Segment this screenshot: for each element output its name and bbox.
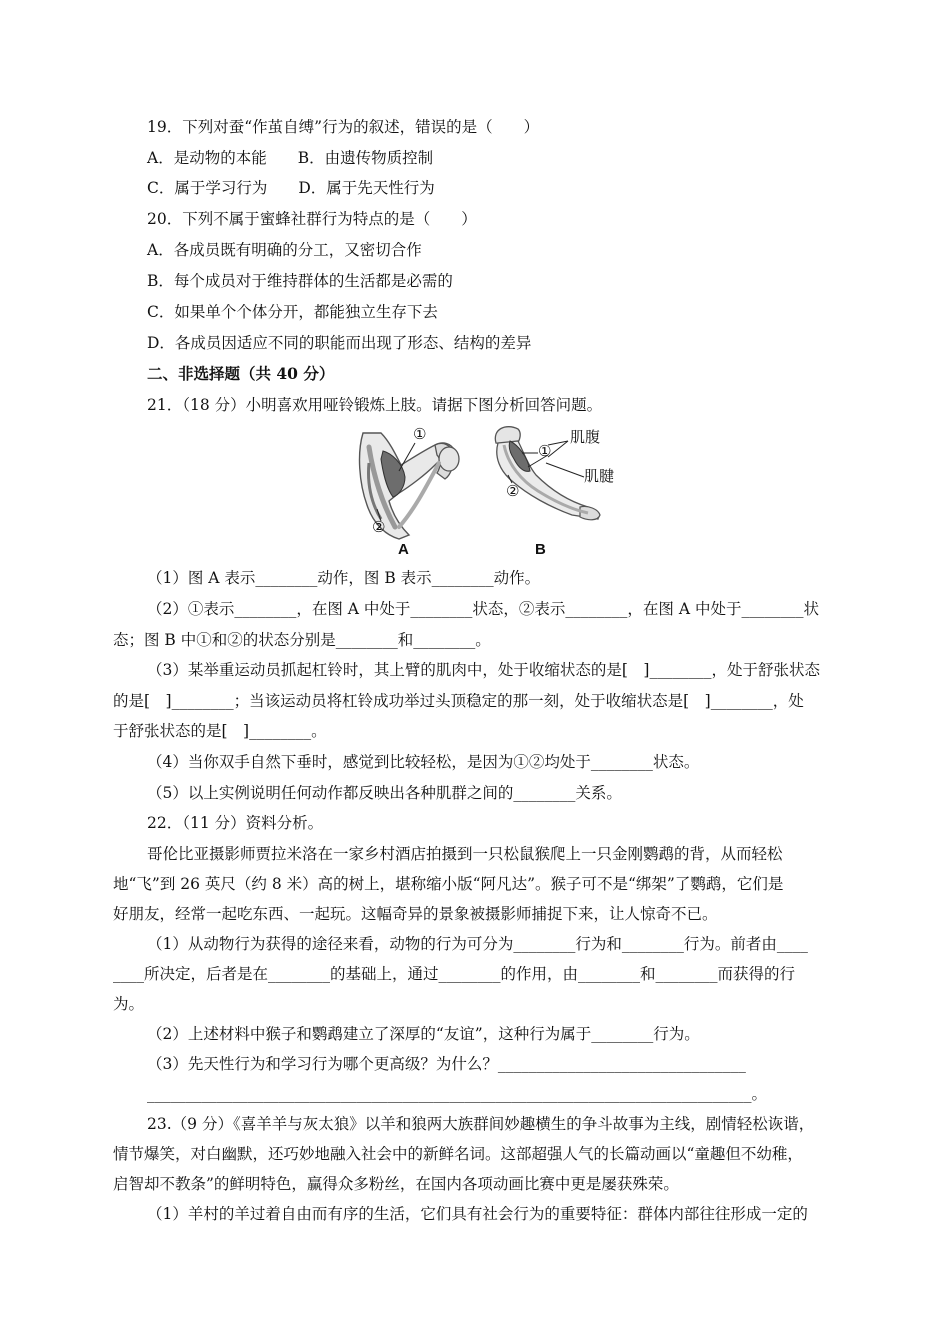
fig-a-label-1: ①: [413, 425, 427, 443]
fig-caption-b: B: [535, 541, 546, 558]
q22-part2: （2）上述材料中猴子和鹦鹉建立了深厚的“友谊”，这种行为属于________行为。: [147, 1025, 700, 1043]
q21-part5: （5）以上实例说明任何动作都反映出各种肌群之间的________关系。: [147, 784, 622, 802]
q20-option-a: A．各成员既有明确的分工，又密切合作: [147, 241, 422, 259]
q21-part3-line3: 于舒张状态的是[ ]________。: [113, 722, 327, 740]
section-heading: 二、非选择题（共 40 分）: [147, 364, 335, 383]
fig-b-label-2: ②: [506, 482, 520, 500]
q21-part2-line1: （2）①表示________，在图 A 中处于________状态，②表示________，在图 A 中处于________状: [147, 600, 819, 618]
q22-stem: 22．（11 分）资料分析。: [147, 814, 324, 832]
q19-options-ab: A．是动物的本能 B．由遗传物质控制: [147, 149, 434, 167]
q20-option-b: B．每个成员对于维持群体的生活都是必需的: [147, 272, 453, 290]
q21-stem: 21．（18 分）小明喜欢用哑铃锻炼上肢。请据下图分析回答问题。: [147, 396, 603, 414]
q23-line3: 启智却不教条”的鲜明特色，赢得众多粉丝，在国内各项动画比赛中更是屡获殊荣。: [113, 1175, 679, 1193]
fig-b-label-1: ①: [538, 442, 552, 460]
q19-options-cd: C．属于学习行为 D．属于先天性行为: [147, 179, 435, 197]
q23-part1: （1）羊村的羊过着自由而有序的生活，它们具有社会行为的重要特征：群体内部往往形成一定的: [147, 1205, 808, 1223]
fig-a-label-2: ②: [372, 518, 386, 536]
q22-material-line3: 好朋友，经常一起吃东西、一起玩。这幅奇异的景象被摄影师捕捉下来，让人惊奇不已。: [113, 905, 718, 923]
q23-line2: 情节爆笑，对白幽默，还巧妙地融入社会中的新鲜名词。这部超强人气的长篇动画以“童趣但不幼稚，: [113, 1145, 803, 1163]
q23-line1: 23.（9 分）《喜羊羊与灰太狼》以羊和狼两大族群间妙趣横生的争斗故事为主线，剧情轻松诙谐，: [147, 1115, 815, 1133]
q22-material-line2: 地“飞”到 26 英尺（约 8 米）高的树上，堪称缩小版“阿凡达”。猴子可不是“绑架”了鹦鹉，它们是: [113, 875, 784, 893]
q21-part1: （1）图 A 表示________动作，图 B 表示________动作。: [147, 569, 541, 587]
q22-part1-line3: 为。: [113, 995, 145, 1013]
fig-caption-a: A: [398, 541, 409, 558]
q21-part3-line2: 的是[ ]________；当该运动员将杠铃成功举过头顶稳定的那一刻，处于收缩状态是[ ]________，处: [113, 692, 804, 710]
q20-stem: 20．下列不属于蜜蜂社群行为特点的是（ ）: [147, 210, 477, 228]
q21-part3-line1: （3）某举重运动员抓起杠铃时，其上臂的肌肉中，处于收缩状态的是[ ]________，处于舒张状态: [147, 661, 820, 679]
q22-part3-line2: ______________________________________________________________________________。: [147, 1085, 768, 1103]
q21-part2-line2: 态；图 B 中①和②的状态分别是________和________。: [113, 631, 491, 649]
q21-part4: （4）当你双手自然下垂时，感觉到比较轻松，是因为①②均处于________状态。: [147, 753, 700, 771]
q20-option-c: C．如果单个个体分开，都能独立生存下去: [147, 303, 438, 321]
q19-stem: 19．下列对蚕“作茧自缚”行为的叙述，错误的是（ ）: [147, 118, 540, 136]
q22-material-line1: 哥伦比亚摄影师贾拉米洛在一家乡村酒店拍摄到一只松鼠猴爬上一只金刚鹦鹉的背，从而轻松: [147, 845, 783, 863]
q22-part1-line1: （1）从动物行为获得的途径来看，动物的行为可分为________行为和________行为。前者由____: [147, 935, 808, 953]
q20-option-d: D．各成员因适应不同的职能而出现了形态、结构的差异: [147, 334, 532, 352]
fig-b-label-belly: 肌腹: [570, 428, 601, 446]
q22-part3-line1: （3）先天性行为和学习行为哪个更高级？为什么？________________________________: [147, 1055, 746, 1073]
fig-b-label-tendon: 肌腱: [584, 467, 615, 485]
q22-part1-line2: ____所决定，后者是在________的基础上，通过________的作用，由________和________而获得的行: [113, 965, 796, 983]
